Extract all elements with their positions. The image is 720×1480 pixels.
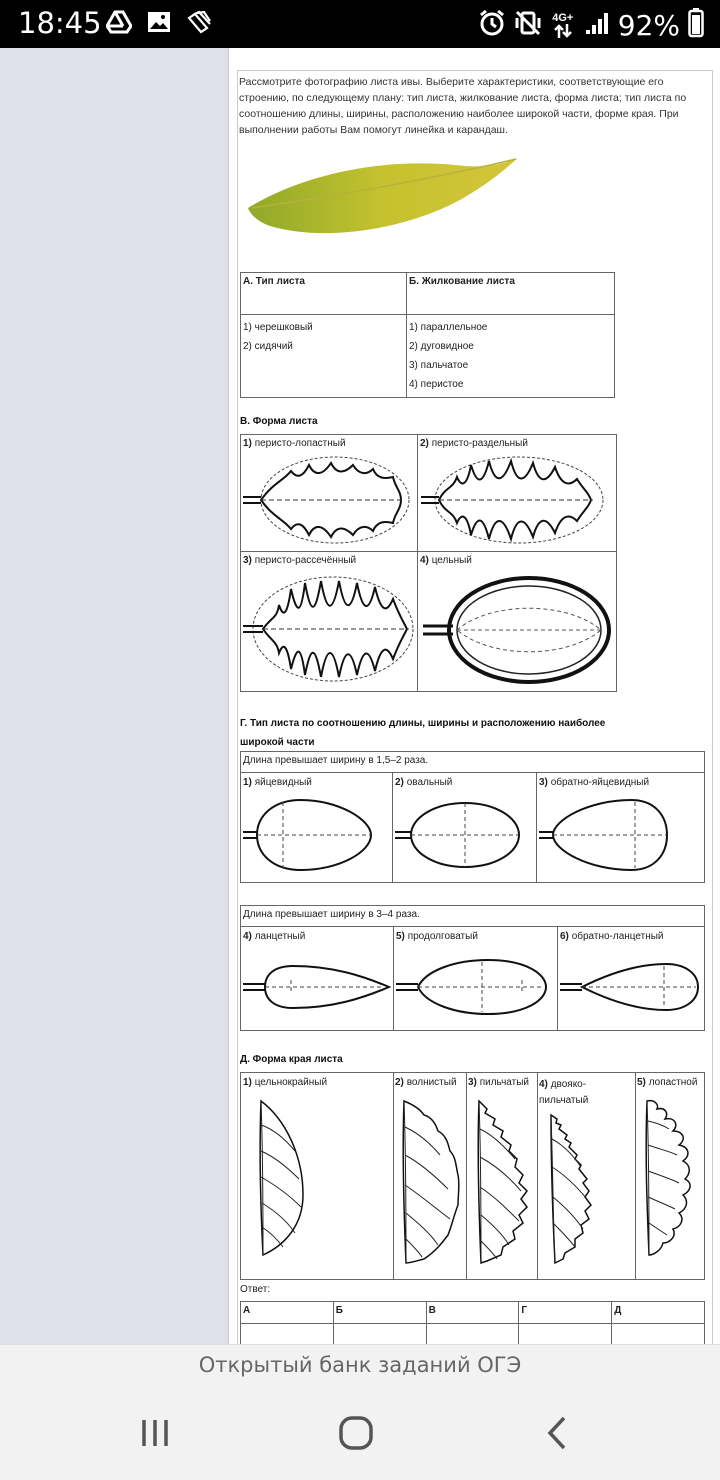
divider	[241, 926, 704, 927]
divider	[393, 1073, 394, 1279]
network-type-label: 4G+	[552, 12, 574, 24]
obovate-label: 3) обратно-яйцевидный	[539, 777, 650, 788]
back-icon	[546, 1415, 568, 1451]
table-a-b	[240, 272, 615, 398]
margin-5-label: 5) лопастной	[637, 1077, 698, 1088]
divider	[241, 772, 704, 773]
header-venation: Б. Жилкование листа	[407, 273, 615, 315]
section-d-title: Д. Форма края листа	[240, 1054, 343, 1065]
divider	[393, 926, 394, 1030]
back-button[interactable]	[527, 1410, 587, 1456]
margin-3-label: 3) пильчатый	[468, 1077, 529, 1088]
leaf-shape-grid	[240, 434, 617, 692]
lobed-margin-leaf-icon	[641, 1095, 697, 1259]
lobed-leaf-icon	[243, 453, 413, 547]
status-time: 18:45	[18, 6, 102, 40]
leaf-type-options	[241, 315, 407, 398]
pinnatisect-leaf-icon	[243, 571, 415, 687]
oblong-label: 5) продолговатый	[396, 931, 478, 942]
group1-caption: Длина превышает ширину в 1,5–2 раза.	[243, 755, 429, 766]
willow-leaf-photo	[240, 142, 520, 250]
oval-leaf-icon	[395, 792, 533, 880]
divider	[417, 435, 418, 691]
answer-col-b: Б	[333, 1302, 426, 1324]
lanceolate-label: 4) ланцетный	[243, 931, 306, 942]
section-g-title-line1: Г. Тип листа по соотношению длины, ширины и расположению наиболее	[240, 718, 606, 729]
network-icon	[550, 13, 576, 38]
page-margin	[0, 48, 228, 1344]
answer-label: Ответ:	[240, 1284, 271, 1295]
header-leaf-type: А. Тип листа	[241, 273, 407, 315]
answer-cell[interactable]	[612, 1324, 705, 1345]
serrate-margin-leaf-icon	[471, 1095, 533, 1267]
ovate-leaf-icon	[243, 792, 383, 880]
wavy-margin-leaf-icon	[398, 1095, 464, 1267]
oblong-leaf-icon	[396, 946, 554, 1028]
answer-cell[interactable]	[333, 1324, 426, 1345]
shape-group-2	[240, 905, 705, 1031]
shape-cell-2-label: 2) перисто-раздельный	[420, 438, 528, 449]
section-g-title-line2: широкой части	[240, 737, 315, 748]
vibrate-off-icon	[514, 9, 542, 42]
divider	[536, 772, 537, 882]
list-item: 2) дуговидное	[409, 341, 474, 352]
divider	[557, 926, 558, 1030]
leaf-margin-grid	[240, 1072, 705, 1280]
answer-col-d: Д	[612, 1302, 705, 1324]
alarm-icon	[478, 9, 506, 42]
pinnatifid-leaf-icon	[421, 453, 613, 547]
drive-icon	[106, 10, 132, 39]
answer-cell[interactable]	[519, 1324, 612, 1345]
system-icons	[478, 8, 704, 43]
answer-table	[240, 1301, 705, 1344]
shape-cell-3-label: 3) перисто-рассечённый	[243, 555, 357, 566]
divider	[635, 1073, 636, 1279]
answer-col-g: Г	[519, 1302, 612, 1324]
answer-col-v: В	[426, 1302, 519, 1324]
divider	[241, 551, 616, 552]
divider	[466, 1073, 467, 1279]
home-button[interactable]	[326, 1410, 386, 1456]
app-bottom-bar	[0, 1344, 720, 1386]
lanceolate-leaf-icon	[243, 946, 391, 1028]
list-item: 1) параллельное	[409, 322, 488, 333]
divider	[392, 772, 393, 882]
double-serrate-margin-leaf-icon	[547, 1111, 597, 1267]
task-intro: Рассмотрите фотографию листа ивы. Выберите характеристики, соответствующие его строению, по следующему плану: тип листа, жилкование листа, форма листа; тип листа по соотношению длины, ширины, расположению наиболее широкой части, форме края. При выполнении работы Вам помогут линейка и карандаш.	[239, 76, 687, 136]
oblanceolate-leaf-icon	[560, 946, 704, 1028]
margin-2-label: 2) волнистый	[395, 1077, 457, 1088]
cards-icon	[186, 10, 212, 39]
oval-label: 2) овальный	[395, 777, 453, 788]
venation-options	[407, 315, 615, 398]
home-icon	[338, 1415, 374, 1451]
recent-apps-icon	[139, 1418, 171, 1448]
list-item: 4) перистое	[409, 379, 464, 390]
notification-icons	[106, 10, 212, 39]
battery-percent: 92%	[617, 9, 680, 42]
group2-caption: Длина превышает ширину в 3–4 раза.	[243, 909, 420, 920]
task-document	[228, 48, 720, 1344]
shape-group-1	[240, 751, 705, 883]
list-item: 3) пальчатое	[409, 360, 469, 371]
shape-cell-1-label: 1) перисто-лопастный	[243, 438, 346, 449]
entire-margin-leaf-icon	[255, 1095, 311, 1259]
divider	[537, 1073, 538, 1279]
oblanceolate-label: 6) обратно-ланцетный	[560, 931, 664, 942]
answer-col-a: А	[241, 1302, 334, 1324]
status-bar	[0, 0, 720, 48]
obovate-leaf-icon	[539, 792, 701, 880]
web-viewport[interactable]	[0, 48, 720, 1344]
signal-icon	[584, 10, 610, 41]
shape-cell-4-label: 4) цельный	[420, 555, 472, 566]
margin-4-label: 4) двояко- пильчатый	[539, 1079, 589, 1106]
battery-icon	[688, 8, 704, 43]
entire-leaf-icon	[421, 571, 615, 689]
recent-apps-button[interactable]	[125, 1410, 185, 1456]
answer-cell[interactable]	[426, 1324, 519, 1345]
ovate-label: 1) яйцевидный	[243, 777, 312, 788]
list-item: 1) черешковый	[243, 322, 313, 333]
page-title: Открытый банк заданий ОГЭ	[198, 1353, 522, 1377]
section-g-title	[240, 714, 605, 752]
list-item: 2) сидячий	[243, 341, 293, 352]
navigation-bar	[0, 1386, 720, 1480]
answer-cell[interactable]	[241, 1324, 334, 1345]
image-icon	[146, 10, 172, 39]
margin-1-label: 1) цельнокрайный	[243, 1077, 328, 1088]
section-v-title: В. Форма листа	[240, 416, 318, 427]
